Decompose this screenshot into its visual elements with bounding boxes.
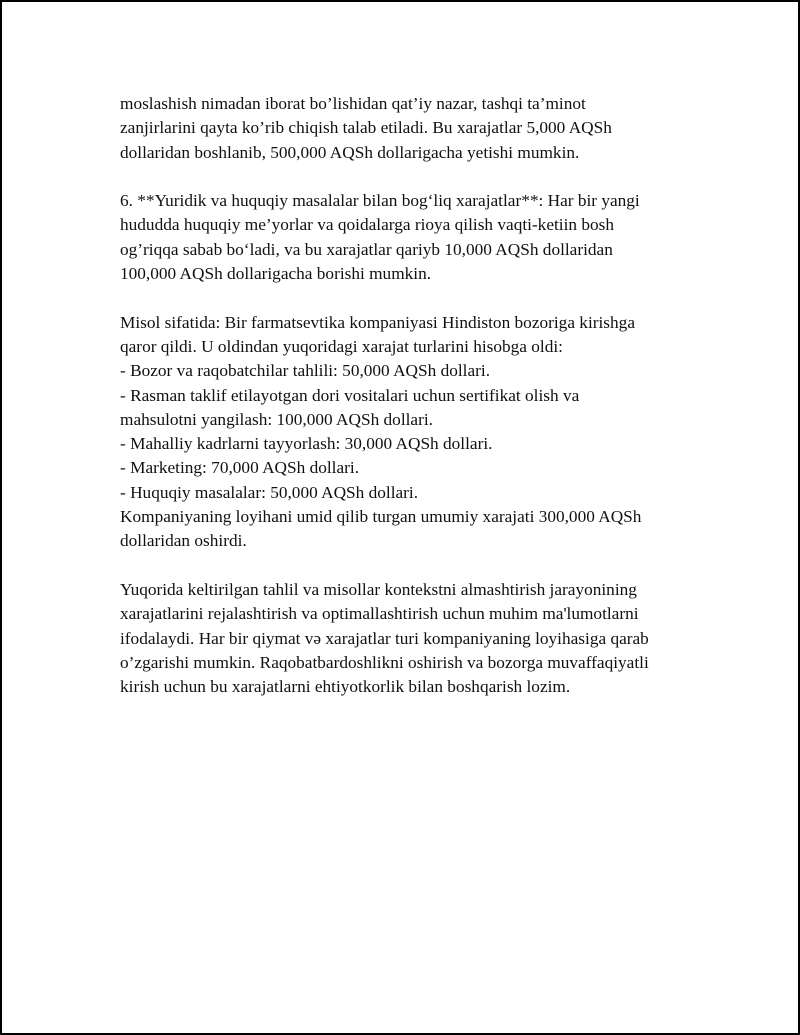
- list-item: - Marketing: 70,000 AQSh dollari.: [120, 458, 360, 478]
- text-line: o’zgarishi mumkin. Raqobatbardoshlikni oshirish va bozorga muvaffaqiyatli: [120, 652, 649, 672]
- text-line: kirish uchun bu xarajatlarni ehtiyotkorlik bilan boshqarish lozim.: [120, 677, 571, 697]
- document-body: [120, 92, 690, 699]
- list-item: - Huquqiy masalalar: 50,000 AQSh dollari.: [120, 482, 419, 502]
- paragraph-spacer: [120, 554, 690, 578]
- text-line: zanjirlarini qayta ko’rib chiqish talab etiladi. Bu xarajatlar 5,000 AQSh: [120, 118, 612, 138]
- text-line: Yuqorida keltirilgan tahlil va misollar kontekstni almashtirish jarayonining: [120, 579, 637, 599]
- text-line: xarajatlarini rejalashtirish va optimallashtirish uchun muhim ma'lumotlarni: [120, 604, 639, 624]
- text-line: 100,000 AQSh dollarigacha borishi mumkin.: [120, 264, 432, 284]
- list-item-continuation: mahsulotni yangilash: 100,000 AQSh dollari.: [120, 409, 433, 429]
- text-line: moslashish nimadan iborat bo’lishidan qat’iy nazar, tashqi ta’minot: [120, 94, 586, 113]
- paragraph-example: [120, 311, 690, 554]
- text-line: dollaridan boshlanib, 500,000 AQSh dollarigacha yetishi mumkin.: [120, 142, 580, 162]
- text-line: qaror qildi. U oldindan yuqoridagi xarajat turlarini hisobga oldi:: [120, 336, 563, 356]
- text-line: hududda huquqiy me’yorlar va qoidalarga rioya qilish vaqti-ketiin bosh: [120, 215, 615, 235]
- text-line: Misol sifatida: Bir farmatsevtika kompaniyasi Hindiston bozoriga kirishga: [120, 312, 635, 332]
- paragraph-supply-chain: [120, 92, 690, 165]
- text-line: 6. **Yuridik va huquqiy masalalar bilan bog‘liq xarajatlar**: Har bir yangi: [120, 191, 640, 211]
- paragraph-conclusion: [120, 578, 690, 699]
- list-item: - Bozor va raqobatchilar tahlili: 50,000 AQSh dollari.: [120, 361, 491, 381]
- text-line: Kompaniyaning loyihani umid qilib turgan umumiy xarajati 300,000 AQSh: [120, 507, 642, 527]
- text-line: dollaridan oshirdi.: [120, 531, 247, 551]
- paragraph-legal-costs: [120, 189, 690, 286]
- list-item: - Mahalliy kadrlarni tayyorlash: 30,000 AQSh dollari.: [120, 434, 493, 454]
- text-line: og’riqqa sabab bo‘ladi, va bu xarajatlar qariyb 10,000 AQSh dollaridan: [120, 239, 613, 259]
- paragraph-spacer: [120, 165, 690, 189]
- text-line: ifodalaydi. Har bir qiymat və xarajatlar turi kompaniyaning loyihasiga qarab: [120, 628, 649, 648]
- paragraph-spacer: [120, 286, 690, 310]
- list-item: - Rasman taklif etilayotgan dori vositalari uchun sertifikat olish va: [120, 385, 580, 405]
